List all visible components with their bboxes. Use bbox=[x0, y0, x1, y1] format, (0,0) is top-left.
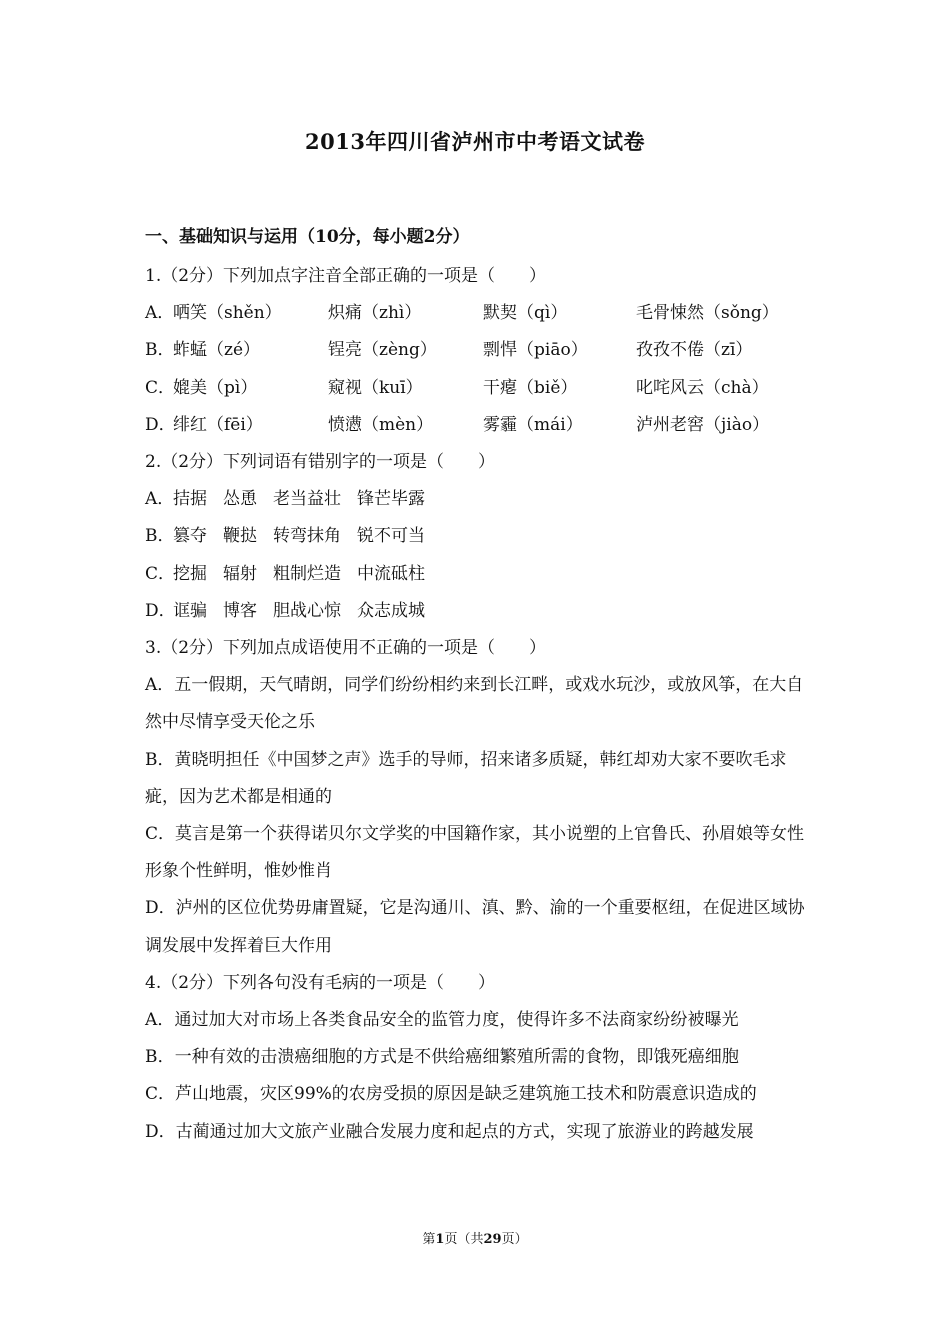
option-label: A． bbox=[145, 489, 175, 510]
option-item: 挖掘 bbox=[173, 563, 207, 584]
option-item: 锐不可当 bbox=[357, 526, 425, 547]
option-item: 辐射 bbox=[223, 563, 257, 584]
option-item: 窥视（kuī） bbox=[328, 377, 423, 398]
option-row bbox=[145, 370, 810, 407]
option-label: D． bbox=[145, 414, 176, 435]
option-item: 媲美（pì） bbox=[173, 377, 258, 398]
option-item: 怂恿 bbox=[223, 489, 257, 510]
option-item: 博客 bbox=[223, 600, 257, 621]
option-label: B． bbox=[145, 526, 175, 547]
option-item: 锃亮（zèng） bbox=[328, 340, 437, 361]
option-item: 愤懑（mèn） bbox=[328, 414, 434, 435]
option-item: 老当益壮 bbox=[273, 489, 341, 510]
footer-page-number: 1 bbox=[435, 1232, 445, 1247]
question-3-stem: 3.（2分）下列加点成语使用不正确的一项是（ ） bbox=[145, 638, 547, 659]
question-3-option-b: B．黄晓明担任《中国梦之声》选手的导师，招来诸多质疑，韩红却劝大家不要吹毛求疵，因为艺术都是相通的 bbox=[145, 749, 787, 807]
footer-middle: 页（共 bbox=[444, 1232, 484, 1247]
question-2-stem: 2.（2分）下列词语有错别字的一项是（ ） bbox=[145, 452, 496, 473]
option-item: 众志成城 bbox=[357, 600, 425, 621]
option-item: 粗制烂造 bbox=[273, 563, 341, 584]
option-label: C． bbox=[145, 563, 176, 584]
option-item: 剽悍（piāo） bbox=[483, 340, 588, 361]
option-row bbox=[145, 556, 810, 593]
option-item: 炽痛（zhì） bbox=[328, 303, 422, 324]
page-footer bbox=[0, 1228, 950, 1247]
question-3-option-d: D．泸州的区位优势毋庸置疑，它是沟通川、滇、黔、渝的一个重要枢纽，在促进区域协调发展中发挥着巨大作用 bbox=[145, 898, 805, 956]
option-item: 转弯抹角 bbox=[273, 526, 341, 547]
option-item: 毛骨悚然（sǒng） bbox=[636, 303, 779, 324]
option-item: 雾霾（mái） bbox=[483, 414, 583, 435]
question-4-option-b: B．一种有效的击溃癌细胞的方式是不供给癌细繁殖所需的食物，即饿死癌细胞 bbox=[145, 1047, 739, 1068]
questions bbox=[145, 258, 810, 1151]
question-4-stem: 4.（2分）下列各句没有毛病的一项是（ ） bbox=[145, 972, 496, 993]
question-3-option-c: C．莫言是第一个获得诺贝尔文学奖的中国籍作家，其小说塑的上官鲁氏、孙眉娘等女性形象个性鲜明，惟妙惟肖 bbox=[145, 824, 805, 882]
question-4-option-d: D．古蔺通过加大文旅产业融合发展力度和起点的方式，实现了旅游业的跨越发展 bbox=[145, 1121, 754, 1142]
option-item: 鞭挞 bbox=[223, 526, 257, 547]
option-item: 泸州老窖（jiào） bbox=[636, 414, 770, 435]
option-item: 诓骗 bbox=[173, 600, 207, 621]
option-item: 篡夺 bbox=[173, 526, 207, 547]
option-label: D． bbox=[145, 600, 176, 621]
option-item: 哂笑（shěn） bbox=[173, 303, 282, 324]
option-row bbox=[145, 332, 810, 369]
question-2-options bbox=[145, 481, 810, 630]
footer-total-pages: 29 bbox=[483, 1232, 502, 1247]
question-3-option-a: A．五一假期，天气晴朗，同学们纷纷相约来到长江畔，或戏水玩沙，或放风筝，在大自然中尽情享受天伦之乐 bbox=[145, 675, 804, 733]
question-1-stem: 1.（2分）下列加点字注音全部正确的一项是（ ） bbox=[145, 266, 547, 286]
option-item: 干瘪（biě） bbox=[483, 377, 578, 398]
option-row bbox=[145, 407, 810, 444]
option-label: A． bbox=[145, 303, 175, 324]
option-item: 锋芒毕露 bbox=[357, 489, 425, 510]
footer-prefix: 第 bbox=[422, 1232, 436, 1247]
question-1-options bbox=[145, 295, 810, 444]
option-item: 叱咤风云（chà） bbox=[636, 377, 769, 398]
option-item: 默契（qì） bbox=[483, 303, 568, 324]
option-row bbox=[145, 593, 810, 630]
page-title: 2013年四川省泸州市中考语文试卷 bbox=[305, 129, 645, 154]
option-row bbox=[145, 481, 810, 518]
option-item: 中流砥柱 bbox=[357, 563, 425, 584]
option-item: 孜孜不倦（zī） bbox=[636, 340, 753, 361]
question-4-option-a: A．通过加大对市场上各类食品安全的监管力度，使得许多不法商家纷纷被曝光 bbox=[145, 1010, 739, 1031]
option-item: 蚱蜢（zé） bbox=[173, 340, 261, 361]
footer-suffix: 页） bbox=[501, 1232, 528, 1247]
option-row bbox=[145, 295, 810, 332]
option-label: C． bbox=[145, 377, 176, 398]
option-item: 绯红（fēi） bbox=[173, 414, 263, 435]
section-heading: 一、基础知识与运用（10分，每小题2分） bbox=[145, 227, 470, 247]
option-row bbox=[145, 518, 810, 555]
option-item: 拮据 bbox=[173, 489, 207, 510]
question-4-option-c: C．芦山地震，灾区99%的农房受损的原因是缺乏建筑施工技术和防震意识造成的 bbox=[145, 1084, 757, 1105]
option-item: 胆战心惊 bbox=[273, 600, 341, 621]
option-label: B． bbox=[145, 340, 175, 361]
